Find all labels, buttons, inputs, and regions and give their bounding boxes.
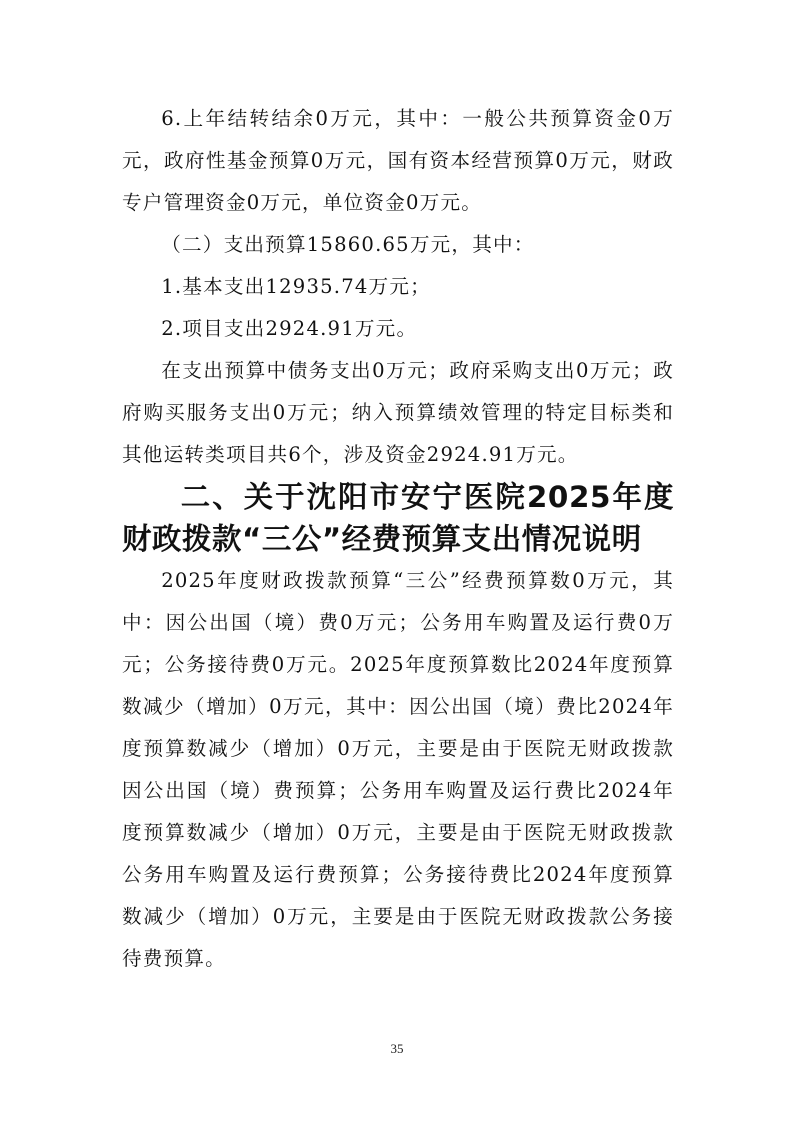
section-heading: 二、关于沈阳市安宁医院2025年度财政拨款“三公”经费预算支出情况说明 — [122, 480, 674, 556]
paragraph-expenditure-detail: 在支出预算中债务支出0万元；政府采购支出0万元；政府购买服务支出0万元；纳入预算绩效管理的特定目标类和其他运转类项目共6个，涉及资金2924.91万元。 — [122, 359, 674, 466]
paragraph-carryover: 6.上年结转结余0万元，其中：一般公共预算资金0万元，政府性基金预算0万元，国有资本经营预算0万元，财政专户管理资金0万元，单位资金0万元。 — [122, 107, 674, 214]
paragraph-three-public-expenses: 2025年度财政拨款预算“三公”经费预算数0万元，其中：因公出国（境）费0万元；公务用车购置及运行费0万元；公务接待费0万元。2025年度预算数比2024年度预算数减少（增加）0万元，其中：因公出国（境）费比2024年度预算数减少（增加）0万元，主要是由于医院无财政拨款因公出国（境）费预算；公务用车购置及运行费比2024年度预算数减少（增加）0万元，主要是由于医院无财政拨款公务用车购置及运行费预算；公务接待费比2024年度预算数减少（增加）0万元，主要是由于医院无财政拨款公务接待费预算。 — [122, 569, 674, 970]
page-number: 35 — [390, 1041, 404, 1056]
paragraph-basic-expenditure: 1.基本支出12935.74万元； — [161, 275, 431, 298]
paragraph-project-expenditure: 2.项目支出2924.91万元。 — [161, 317, 418, 340]
paragraph-expenditure-budget: （二）支出预算15860.65万元，其中： — [161, 233, 535, 256]
document-body — [122, 98, 674, 980]
